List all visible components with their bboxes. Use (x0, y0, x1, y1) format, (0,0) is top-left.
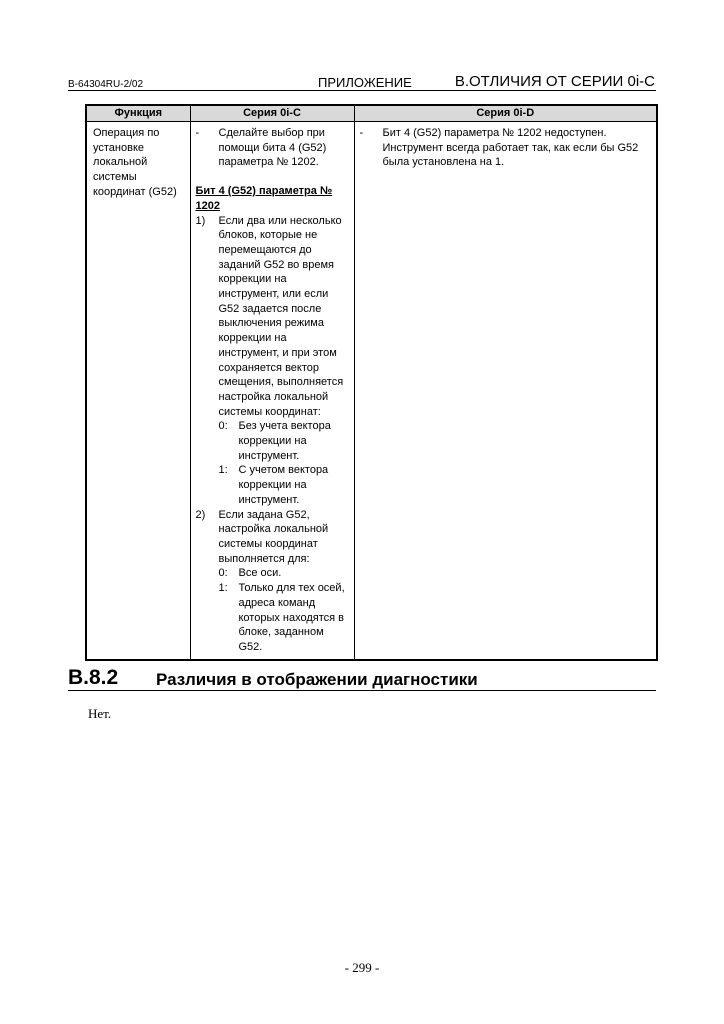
series-d-text: Бит 4 (G52) параметра № 1202 недоступен. Инструмент всегда работает так, как если бы G52 была установлена на 1. (382, 127, 639, 169)
list-item (196, 419, 348, 463)
list-item (196, 581, 348, 655)
section-number: B.8.2 (68, 666, 119, 689)
section-title: Различия в отображении диагностики (156, 670, 478, 689)
option-marker: 1: (218, 582, 228, 595)
list-item (196, 508, 348, 567)
list-item (196, 566, 348, 581)
option-marker: 0: (218, 567, 228, 580)
intro-text: Сделайте выбор при помощи бита 4 (G52) параметра № 1202. (218, 127, 327, 169)
option-text: Без учета вектора коррекции на инструмент. (238, 420, 331, 462)
column-header-series-c: Серия 0i-C (190, 105, 354, 122)
item-text: Если два или несколько блоков, которые не перемещаются до заданий G52 во время коррекции на инструмент, или если G52 задается после выключения режима коррекции на инструмент, и при этом сохраняется вектор смещения, выполняется настройка локальной системы координат: (218, 214, 344, 418)
appendix-label: ПРИЛОЖЕНИЕ (318, 75, 412, 90)
option-text: С учетом вектора коррекции на инструмент. (238, 464, 329, 506)
section-body: Нет. (88, 706, 112, 721)
item-marker: 1) (195, 214, 206, 227)
item-text: Если задана G52, настройка локальной системы координат выполняется для: (218, 508, 329, 565)
param-heading: Бит 4 (G52) параметра № 1202 (195, 185, 333, 212)
option-marker: 0: (218, 420, 228, 433)
bullet-dash: - (195, 127, 200, 139)
item-marker: 2) (195, 508, 206, 521)
table-row (86, 122, 657, 660)
comparison-table (85, 104, 658, 661)
option-text: Только для тех осей, адреса команд которых находятся в блоке, заданном G52. (238, 582, 345, 653)
series-d-cell (354, 122, 657, 660)
section-heading (68, 666, 656, 692)
series-c-cell (190, 122, 354, 660)
option-marker: 1: (218, 464, 228, 477)
table-header-row (86, 105, 657, 122)
page-number: - 299 - (344, 960, 380, 975)
function-cell: Операция по установке локальной системы координат (G52) (86, 122, 190, 660)
section-rule (68, 690, 656, 691)
column-header-function: Функция (86, 105, 190, 122)
series-d-item (360, 126, 651, 170)
series-c-intro (196, 126, 348, 170)
column-header-series-d: Серия 0i-D (354, 105, 657, 122)
section-label: B.ОТЛИЧИЯ ОТ СЕРИИ 0i-C (454, 73, 655, 90)
header-rule (68, 90, 656, 91)
doc-number: B-64304RU-2/02 (68, 79, 144, 90)
list-item (196, 463, 348, 507)
option-text: Все оси. (238, 567, 282, 580)
page-header (68, 74, 655, 90)
bullet-dash: - (359, 127, 364, 139)
list-item (196, 214, 348, 420)
